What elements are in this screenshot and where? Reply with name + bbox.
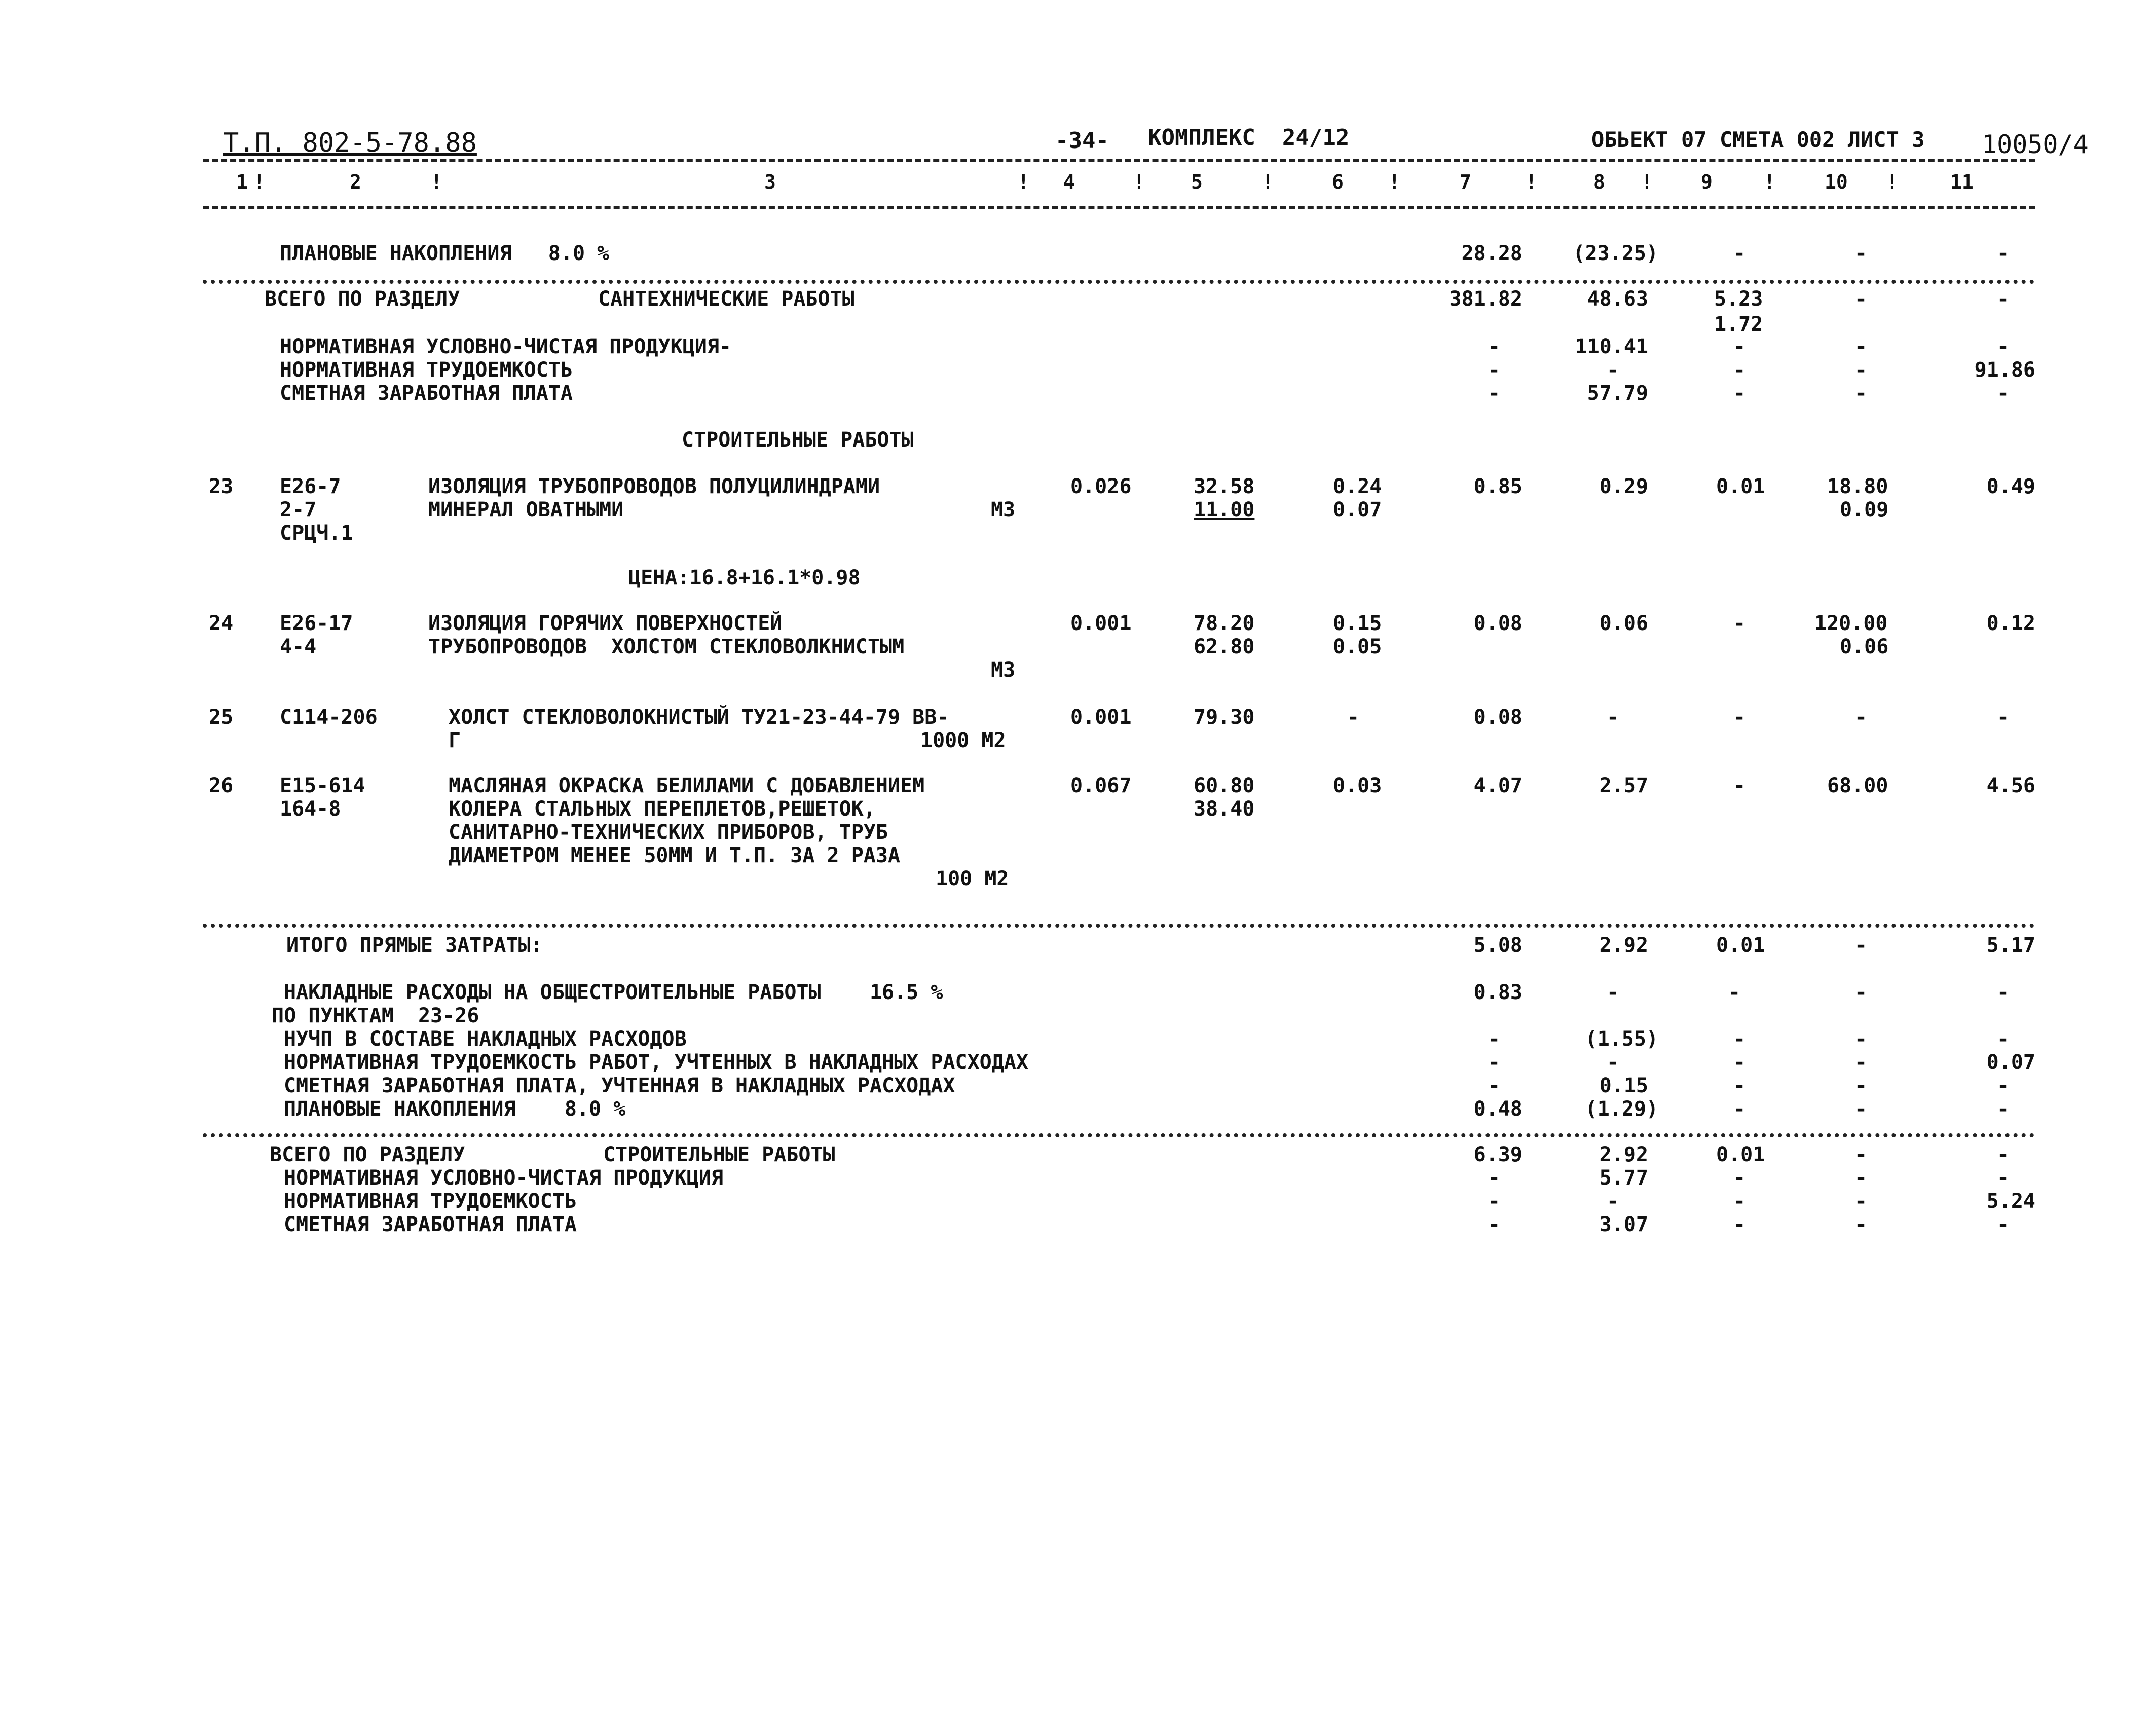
item-24-c7: 0.08 xyxy=(1473,612,1522,635)
overhead-labor-c9: - xyxy=(1733,1051,1746,1074)
item-24-c8: 0.06 xyxy=(1599,612,1648,635)
item-26-c7: 4.07 xyxy=(1473,774,1522,797)
labor-norm-c7: - xyxy=(1488,358,1501,382)
nuchp-label: НУЧП В СОСТАВЕ НАКЛАДНЫХ РАСХОДОВ xyxy=(284,1027,687,1051)
wage-c11: - xyxy=(1997,382,2010,405)
item-23-c8: 0.29 xyxy=(1599,475,1648,498)
nup-c10: - xyxy=(1855,335,1868,358)
labor-norm-c11: 91.86 xyxy=(1974,358,2035,382)
wage-label: СМЕТНАЯ ЗАРАБОТНАЯ ПЛАТА xyxy=(280,382,573,405)
construction-labor-label: НОРМАТИВНАЯ ТРУДОЕМКОСТЬ xyxy=(284,1190,577,1213)
nuchp-c10: - xyxy=(1855,1027,1868,1051)
total-c8: 48.63 xyxy=(1587,287,1648,311)
overhead-wage-c8: 0.15 xyxy=(1599,1074,1648,1097)
nuchp-c7: - xyxy=(1488,1027,1501,1051)
direct-c9: 0.01 xyxy=(1716,934,1765,957)
item-25-c4: 0.001 xyxy=(1070,706,1132,729)
item-23-code3: СРЦЧ.1 xyxy=(280,522,353,545)
dotted-rule xyxy=(203,280,2035,284)
item-23-c7: 0.85 xyxy=(1473,475,1522,498)
col-separator: ! xyxy=(1764,171,1775,193)
construction-total-c9: 0.01 xyxy=(1716,1143,1765,1166)
col-separator: ! xyxy=(1018,171,1029,193)
construction-wage-c9: - xyxy=(1733,1213,1746,1236)
labor-norm-label: НОРМАТИВНАЯ ТРУДОЕМКОСТЬ xyxy=(280,358,573,382)
item-26-c9: - xyxy=(1733,774,1746,797)
item-26-description-4: ДИАМЕТРОМ МЕНЕЕ 50ММ И Т.П. ЗА 2 РАЗА xyxy=(449,844,901,867)
overhead-wage-label: СМЕТНАЯ ЗАРАБОТНАЯ ПЛАТА, УЧТЕННАЯ В НАКЛАДНЫХ РАСХОДАХ xyxy=(284,1074,955,1097)
overhead-c7: 0.83 xyxy=(1473,981,1522,1004)
overhead-wage-c9: - xyxy=(1733,1074,1746,1097)
item-23-number: 23 xyxy=(209,475,234,498)
direct-c11: 5.17 xyxy=(1986,934,2035,957)
construction-labor-c8: - xyxy=(1607,1190,1619,1213)
overhead-wage-c10: - xyxy=(1855,1074,1868,1097)
handwritten-stamp: 10050/4 xyxy=(1982,130,2089,159)
total-c11: - xyxy=(1997,287,2010,311)
col-9-header: 9 xyxy=(1701,171,1713,193)
col-separator: ! xyxy=(1389,171,1400,193)
construction-nup-c8: 5.77 xyxy=(1599,1166,1648,1190)
overhead-labor-c8: - xyxy=(1607,1051,1619,1074)
total-c9: 5.23 xyxy=(1714,287,1763,311)
item-26-c5: 60.80 xyxy=(1194,774,1255,797)
item-24-description-2: ТРУБОПРОВОДОВ ХОЛСТОМ СТЕКЛОВОЛКНИСТЫМ xyxy=(428,635,905,658)
construction-total-c10: - xyxy=(1855,1143,1868,1166)
planned-c9: - xyxy=(1733,242,1746,265)
construction-wage-c7: - xyxy=(1488,1213,1501,1236)
overhead-label: НАКЛАДНЫЕ РАСХОДЫ НА ОБЩЕСТРОИТЕЛЬНЫЕ РАБОТЫ 16.5 % xyxy=(284,981,943,1004)
planned-c7: 28.28 xyxy=(1461,242,1522,265)
item-25-number: 25 xyxy=(209,706,234,729)
construction-nup-c9: - xyxy=(1733,1166,1746,1190)
overhead-c10: - xyxy=(1855,981,1868,1004)
item-24-description: ИЗОЛЯЦИЯ ГОРЯЧИХ ПОВЕРХНОСТЕЙ xyxy=(428,612,783,635)
col-3-header: 3 xyxy=(764,171,776,193)
item-23-code2: 2-7 xyxy=(280,498,317,522)
construction-nup-c11: - xyxy=(1997,1166,2010,1190)
col-separator: ! xyxy=(1526,171,1537,193)
item-23-code: Е26-7 xyxy=(280,475,341,498)
item-23-c5: 32.58 xyxy=(1194,475,1255,498)
overhead-wage-c7: - xyxy=(1488,1074,1501,1097)
col-4-header: 4 xyxy=(1063,171,1075,193)
wage-c7: - xyxy=(1488,382,1501,405)
item-24-c5b: 62.80 xyxy=(1194,635,1255,658)
construction-labor-c11: 5.24 xyxy=(1986,1190,2035,1213)
header-rule-bottom xyxy=(203,206,2035,209)
wage-c10: - xyxy=(1855,382,1868,405)
item-24-code: Е26-17 xyxy=(280,612,353,635)
item-26-description: МАСЛЯНАЯ ОКРАСКА БЕЛИЛАМИ С ДОБАВЛЕНИЕМ xyxy=(449,774,925,797)
wage-c8: 57.79 xyxy=(1587,382,1648,405)
construction-total-c11: - xyxy=(1997,1143,2010,1166)
construction-wage-c10: - xyxy=(1855,1213,1868,1236)
item-24-c9: - xyxy=(1733,612,1746,635)
col-2-header: 2 xyxy=(350,171,361,193)
col-11-header: 11 xyxy=(1950,171,1974,193)
dotted-rule xyxy=(203,924,2035,928)
item-25-c11: - xyxy=(1997,706,2010,729)
item-25-unit: 1000 М2 xyxy=(920,729,1006,752)
item-23-c6b: 0.07 xyxy=(1333,498,1382,522)
item-23-c6: 0.24 xyxy=(1333,475,1382,498)
item-25-c9: - xyxy=(1733,706,1746,729)
col-1-header: 1 xyxy=(236,171,248,193)
item-26-c8: 2.57 xyxy=(1599,774,1648,797)
item-25-code: С114-206 xyxy=(280,706,378,729)
col-separator: ! xyxy=(1641,171,1653,193)
construction-wage-label: СМЕТНАЯ ЗАРАБОТНАЯ ПЛАТА xyxy=(284,1213,577,1236)
construction-labor-c10: - xyxy=(1855,1190,1868,1213)
item-25-c6: - xyxy=(1347,706,1360,729)
overhead-labor-c11: 0.07 xyxy=(1986,1051,2035,1074)
labor-norm-c10: - xyxy=(1855,358,1868,382)
col-separator: ! xyxy=(1886,171,1898,193)
header-rule-top xyxy=(203,159,2035,162)
overhead-c8: - xyxy=(1607,981,1619,1004)
item-24-code2: 4-4 xyxy=(280,635,317,658)
page-number: -34- xyxy=(1055,128,1109,154)
item-24-c6: 0.15 xyxy=(1333,612,1382,635)
project-code: Т.П. 802-5-78.88 xyxy=(223,128,477,158)
dotted-rule xyxy=(203,1133,2035,1137)
item-26-c4: 0.067 xyxy=(1070,774,1132,797)
construction-labor-c7: - xyxy=(1488,1190,1501,1213)
item-26-unit: 100 М2 xyxy=(936,867,1009,891)
planned-savings-2-c8: (1.29) xyxy=(1585,1097,1658,1121)
item-24-c4: 0.001 xyxy=(1070,612,1132,635)
nup-c7: - xyxy=(1488,335,1501,358)
direct-c10: - xyxy=(1855,934,1868,957)
col-separator: ! xyxy=(1262,171,1274,193)
planned-c10: - xyxy=(1855,242,1868,265)
construction-wage-c11: - xyxy=(1997,1213,2010,1236)
overhead-c11: - xyxy=(1997,981,2010,1004)
item-23-unit: М3 xyxy=(991,498,1016,522)
section-title: СТРОИТЕЛЬНЫЕ РАБОТЫ xyxy=(682,428,914,452)
nuchp-c11: - xyxy=(1997,1027,2010,1051)
item-23-c10b: 0.09 xyxy=(1840,498,1889,522)
overhead-wage-c11: - xyxy=(1997,1074,2010,1097)
construction-total-label: ВСЕГО ПО РАЗДЕЛУ xyxy=(270,1143,465,1166)
item-23-c11: 0.49 xyxy=(1986,475,2035,498)
planned-savings-2-c9: - xyxy=(1733,1097,1746,1121)
item-24-c10b: 0.06 xyxy=(1840,635,1889,658)
planned-savings-2-c7: 0.48 xyxy=(1473,1097,1522,1121)
direct-c8: 2.92 xyxy=(1599,934,1648,957)
item-25-c7: 0.08 xyxy=(1473,706,1522,729)
item-26-description-3: САНИТАРНО-ТЕХНИЧЕСКИХ ПРИБОРОВ, ТРУБ xyxy=(449,821,888,844)
col-5-header: 5 xyxy=(1191,171,1203,193)
total-c7: 381.82 xyxy=(1449,287,1522,311)
section-total-label: ВСЕГО ПО РАЗДЕЛУ xyxy=(265,287,460,311)
item-23-c4: 0.026 xyxy=(1070,475,1132,498)
item-23-description-2: МИНЕРАЛ ОВАТНЫМИ xyxy=(428,498,624,522)
item-24-c11: 0.12 xyxy=(1986,612,2035,635)
labor-norm-c9: - xyxy=(1733,358,1746,382)
planned-savings-label: ПЛАНОВЫЕ НАКОПЛЕНИЯ 8.0 % xyxy=(280,242,610,265)
construction-nup-c10: - xyxy=(1855,1166,1868,1190)
item-25-description: ХОЛСТ СТЕКЛОВОЛОКНИСТЫЙ ТУ21-23-44-79 ВВ- xyxy=(449,706,949,729)
item-26-c10: 68.00 xyxy=(1827,774,1888,797)
col-separator: ! xyxy=(431,171,442,193)
construction-total-c7: 6.39 xyxy=(1473,1143,1522,1166)
planned-savings-2-c10: - xyxy=(1855,1097,1868,1121)
planned-savings-2-c11: - xyxy=(1997,1097,2010,1121)
planned-c11: - xyxy=(1997,242,2010,265)
overhead-items-ref: ПО ПУНКТАМ 23-26 xyxy=(272,1004,479,1027)
total-c10: - xyxy=(1855,287,1868,311)
item-24-c10: 120.00 xyxy=(1814,612,1888,635)
col-7-header: 7 xyxy=(1460,171,1471,193)
item-23-price-note: ЦЕНА:16.8+16.1*0.98 xyxy=(628,566,861,589)
nup-label: НОРМАТИВНАЯ УСЛОВНО-ЧИСТАЯ ПРОДУКЦИЯ- xyxy=(280,335,732,358)
overhead-c9: - xyxy=(1728,981,1741,1004)
col-10-header: 10 xyxy=(1825,171,1848,193)
section-total-name: САНТЕХНИЧЕСКИЕ РАБОТЫ xyxy=(598,287,854,311)
nup-c8: 110.41 xyxy=(1575,335,1648,358)
complex-label: КОМПЛЕКС 24/12 xyxy=(1148,125,1350,151)
nup-c11: - xyxy=(1997,335,2010,358)
item-25-c8: - xyxy=(1607,706,1619,729)
item-23-description: ИЗОЛЯЦИЯ ТРУБОПРОВОДОВ ПОЛУЦИЛИНДРАМИ xyxy=(428,475,880,498)
direct-costs-label: ИТОГО ПРЯМЫЕ ЗАТРАТЫ: xyxy=(286,934,543,957)
overhead-labor-c7: - xyxy=(1488,1051,1501,1074)
nuchp-c8: (1.55) xyxy=(1585,1027,1658,1051)
object-label: ОБЬЕКТ 07 СМЕТА 002 ЛИСТ 3 xyxy=(1591,127,1925,152)
construction-nup-label: НОРМАТИВНАЯ УСЛОВНО-ЧИСТАЯ ПРОДУКЦИЯ xyxy=(284,1166,723,1190)
direct-c7: 5.08 xyxy=(1473,934,1522,957)
item-23-c10: 18.80 xyxy=(1827,475,1888,498)
nup-c9: - xyxy=(1733,335,1746,358)
item-24-c6b: 0.05 xyxy=(1333,635,1382,658)
item-26-code2: 164-8 xyxy=(280,797,341,821)
col-separator: ! xyxy=(1133,171,1145,193)
item-26-c5b: 38.40 xyxy=(1194,797,1255,821)
item-26-description-2: КОЛЕРА СТАЛЬНЫХ ПЕРЕПЛЕТОВ,РЕШЕТОК, xyxy=(449,797,876,821)
item-26-c6: 0.03 xyxy=(1333,774,1382,797)
col-8-header: 8 xyxy=(1593,171,1605,193)
item-24-unit: М3 xyxy=(991,658,1016,682)
overhead-labor-c10: - xyxy=(1855,1051,1868,1074)
nuchp-c9: - xyxy=(1733,1027,1746,1051)
planned-c8: (23.25) xyxy=(1573,242,1658,265)
construction-labor-c9: - xyxy=(1733,1190,1746,1213)
item-25-c10: - xyxy=(1855,706,1868,729)
overhead-labor-label: НОРМАТИВНАЯ ТРУДОЕМКОСТЬ РАБОТ, УЧТЕННЫХ В НАКЛАДНЫХ РАСХОДАХ xyxy=(284,1051,1029,1074)
item-23-c9: 0.01 xyxy=(1716,475,1765,498)
labor-norm-c8: - xyxy=(1607,358,1619,382)
item-26-code: Е15-614 xyxy=(280,774,365,797)
planned-savings-2-label: ПЛАНОВЫЕ НАКОПЛЕНИЯ 8.0 % xyxy=(284,1097,626,1121)
construction-nup-c7: - xyxy=(1488,1166,1501,1190)
item-25-c5: 79.30 xyxy=(1194,706,1255,729)
item-24-c5: 78.20 xyxy=(1194,612,1255,635)
col-6-header: 6 xyxy=(1332,171,1344,193)
construction-total-name: СТРОИТЕЛЬНЫЕ РАБОТЫ xyxy=(603,1143,835,1166)
item-25-description-2: Г xyxy=(449,729,461,752)
item-24-number: 24 xyxy=(209,612,234,635)
total-c9-second: 1.72 xyxy=(1714,313,1763,336)
item-26-c11: 4.56 xyxy=(1986,774,2035,797)
construction-total-c8: 2.92 xyxy=(1599,1143,1648,1166)
wage-c9: - xyxy=(1733,382,1746,405)
construction-wage-c8: 3.07 xyxy=(1599,1213,1648,1236)
item-26-number: 26 xyxy=(209,774,234,797)
item-23-c5b: 11.00 xyxy=(1194,498,1255,522)
col-separator: ! xyxy=(253,171,265,193)
